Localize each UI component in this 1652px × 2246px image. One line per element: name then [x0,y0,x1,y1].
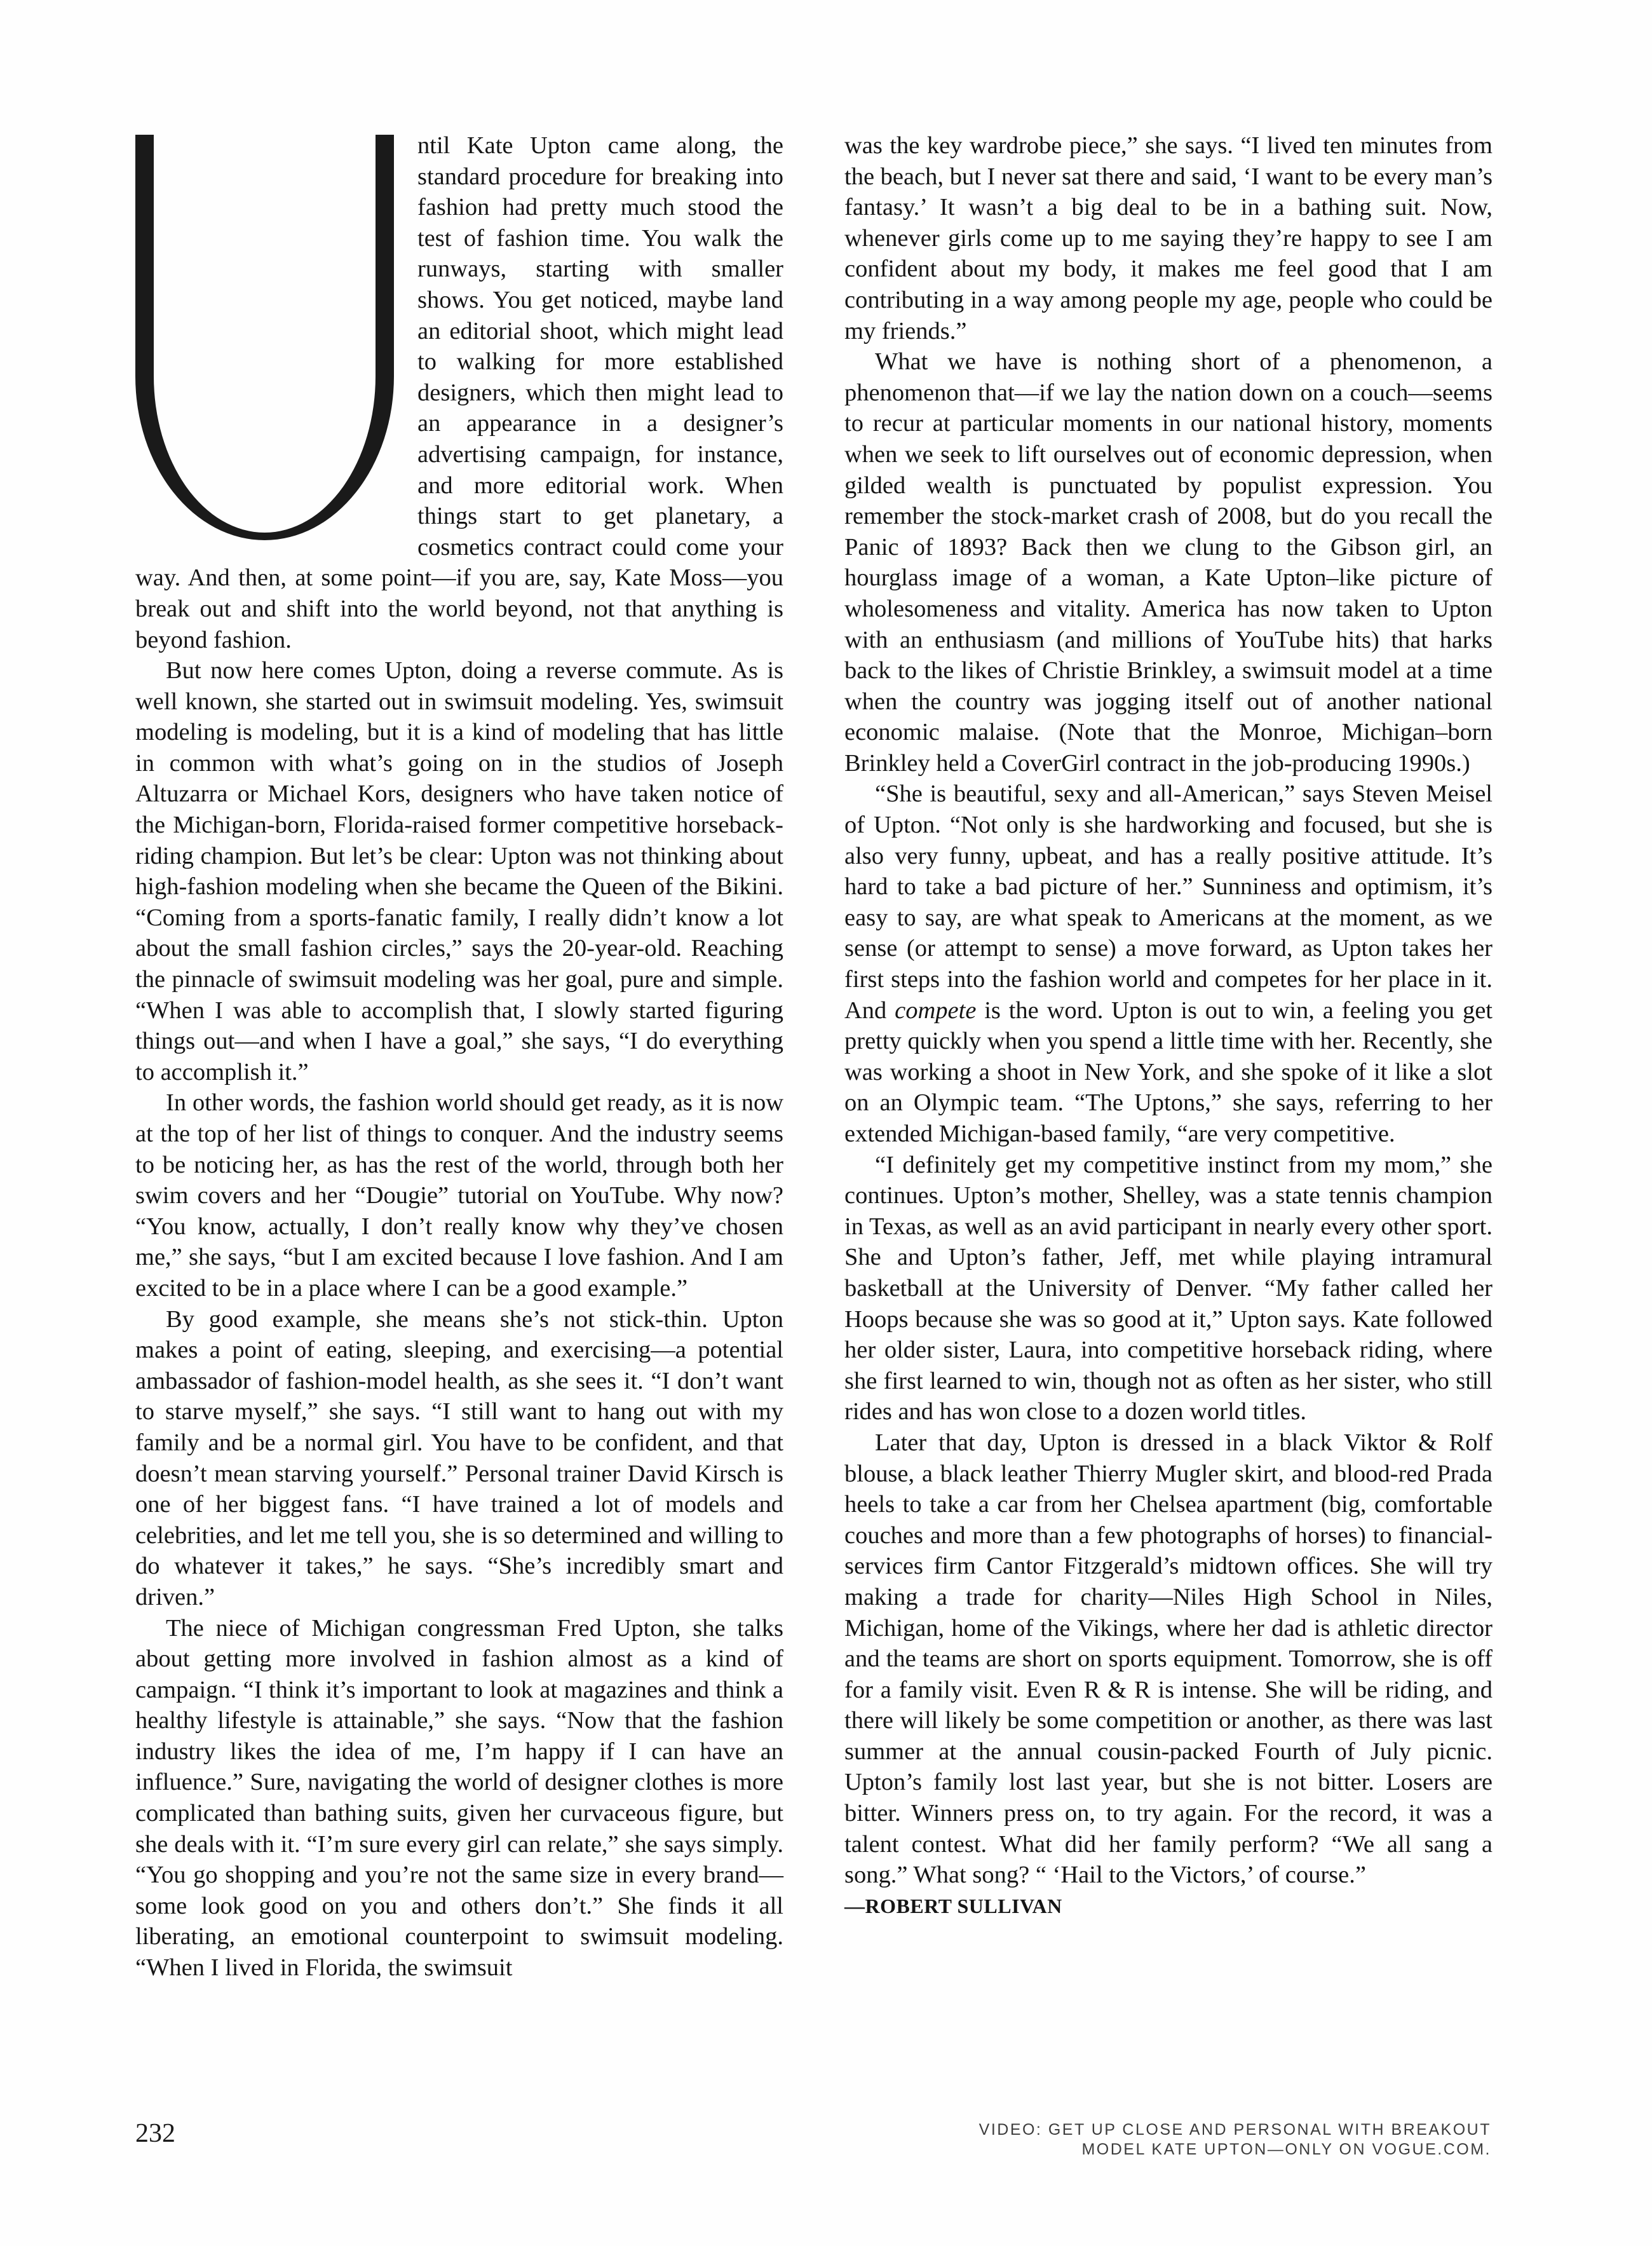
page-number: 232 [135,2119,175,2148]
paragraph [844,779,1493,1149]
left-column [135,130,783,1984]
opening-paragraph [135,130,783,655]
paragraph: “I definitely get my competitive instinct from my mom,” she continues. Upton’s mother, Shelley, was a state tennis champion in Texas, as well as an avid participant in nearly every other sport. She and Upton’s father, Jeff, met while playing intramural basketball at the University of Denver. “My father called her Hoops because she was so good at it,” Upton says. Kate followed her older sister, Laura, into competitive horseback riding, where she first learned to win, though not as often as her sister, who still rides and has won close to a dozen world titles. [844,1151,1493,1426]
footer-promo-line2: MODEL KATE UPTON—ONLY ON VOGUE.COM. [1081,2141,1491,2158]
paragraph: But now here comes Upton, doing a reverse commute. As is well known, she started out in swimsuit modeling. Yes, swimsuit modeling is modeling, but it is a kind of modeling that has little in common with what’s going on in the studios of Joseph Altuzarra or Michael Kors, designers who have taken notice of the Michigan-born, Florida-raised former competitive horseback-riding champion. But let’s be clear: Upton was not thinking about high-fashion modeling when she became the Queen of the Bikini. “Coming from a sports-fanatic family, I really didn’t know a lot about the small fashion circles,” says the 20-year-old. Reaching the pinnacle of swimsuit modeling was her goal, pure and simple. “When I was able to accomplish that, I slowly started figuring things out—and when I have a goal,” she says, “I do everything to accomplish it.” [135,657,783,1086]
byline: —ROBERT SULLIVAN [844,1894,1062,1917]
footer-promo-line1: VIDEO: GET UP CLOSE AND PERSONAL WITH BREAKOUT [978,2121,1491,2139]
paragraph-text: is the word. Upton is out to win, a feeling you get pretty quickly when you spend a little time with her. Recently, she was working a shoot in New York, and she spoke of it like a slot on an Olympic team. “The Uptons,” she says, referring to her extended Michigan-based family, “are very competitive. [844,997,1493,1147]
letter-u-glyph [135,134,394,541]
paragraph-text: “She is beautiful, sexy and all-American,” says Steven Meisel of Upton. “Not only is she hardworking and focused, but she is also very funny, upbeat, and has a really positive attitude. It’s hard to take a bad picture of her.” Sunniness and optimism, it’s easy to say, are what speak to Americans at the moment, as we sense (or attempt to sense) a move forward, as Upton takes her first steps into the fashion world and competes for her place in it. And [844,780,1493,1024]
italic-word: compete [895,997,977,1024]
paragraph: Later that day, Upton is dressed in a black Viktor & Rolf blouse, a black leather Thierry Mugler skirt, and blood-red Prada heels to take a car from her Chelsea apartment (big, comfortable couches and more than a few photographs of horses) to financial-services firm Cantor Fitzgerald’s midtown offices. She will try making a trade for charity—Niles High School in Niles, Michigan, home of the Vikings, where her dad is athletic director and the teams are short on sports equipment. Tomorrow, she is off for a family visit. Even R & R is intense. She will be riding, and there will likely be some competition or another, as there was last summer at the annual cousin-packed Fourth of July picnic. Upton’s family lost last year, but she is not bitter. Losers are bitter. Winners press on, to try again. For the record, it was a talent contest. What did her family perform? “We all sang a song.” What song? “ ‘Hail to the Victors,’ of course.” [844,1429,1493,1889]
paragraph: The niece of Michigan congressman Fred Upton, she talks about getting more involved in fashion almost as a kind of campaign. “I think it’s important to look at magazines and think a healthy lifestyle is attainable,” she says. “Now that the fashion industry likes the idea of me, I’m happy if I can have an influence.” Sure, navigating the world of designer clothes is more complicated than bathing suits, given her curvaceous figure, but she deals with it. “I’m sure every girl can relate,” she says simply. “You go shopping and you’re not the same size in every brand—some look good on you and others don’t.” She finds it all liberating, an emotional counterpoint to swimsuit modeling. “When I lived in Florida, the swimsuit [135,1614,783,1982]
paragraph: In other words, the fashion world should get ready, as it is now at the top of her list of things to conquer. And the industry seems to be noticing her, as has the rest of the world, through both her swim covers and her “Dougie” tutorial on YouTube. Why now? “You know, actually, I don’t really know why they’ve chosen me,” she says, “but I am excited because I love fashion. And I am excited to be in a place where I can be a good example.” [135,1089,783,1302]
right-column [844,130,1493,1984]
page-footer [135,2120,1491,2160]
footer-promo [979,2120,1491,2160]
drop-cap-u [135,130,417,551]
paragraph: What we have is nothing short of a phenomenon, a phenomenon that—if we lay the nation down on a couch—seems to recur at particular moments in our national history, moments when we seek to lift ourselves out of economic depression, when gilded wealth is punctuated by populist expression. You remember the stock-market crash of 2008, but do you recall the Panic of 1893? Back then we clung to the Gibson girl, an hourglass image of a woman, a Kate Upton–like picture of wholesomeness and vitality. America has now taken to Upton with an enthusiasm (and millions of YouTube hits) that harks back to the likes of Christie Brinkley, a swimsuit model at a time when the country was jogging itself out of another national economic malaise. (Note that the Monroe, Michigan–born Brinkley held a CoverGirl contract in the job-producing 1990s.) [844,348,1493,777]
paragraph: By good example, she means she’s not stick-thin. Upton makes a point of eating, sleeping, and exercising—a potential ambassador of fashion-model health, as she sees it. “I don’t want to starve myself,” she says. “I still want to hang out with my family and be a normal girl. You have to be confident, and that doesn’t mean starving yourself.” Personal trainer David Kirsch is one of her biggest fans. “I have trained a lot of models and celebrities, and let me tell you, she is so determined and willing to do whatever it takes,” he says. “She’s incredibly smart and driven.” [135,1305,784,1610]
article-body [135,130,1493,1984]
paragraph-text: ntil Kate Upton came along, the standard procedure for breaking into fashion had pretty much stood the test of fashion time. You walk the runways, starting with smaller shows. You get noticed, maybe land an editorial shoot, which might lead to walking for more established designers, which then might lead to an appearance in a designer’s advertising campaign, for instance, and more editorial work. When things start to get planetary, a cosmetics contract could come your way. And then, at some point—if you are, say, Kate Moss—you break out and shift into the world beyond, not that anything is beyond fashion. [135,132,783,653]
continuation-paragraph: was the key wardrobe piece,” she says. “I lived ten minutes from the beach, but I never sat there and said, ‘I want to be every man’s fantasy.’ It wasn’t a big deal to be in a bathing suit. Now, whenever girls come up to me saying they’re happy to see I am confident about my body, it makes me feel good that I am contributing in a way among people my age, people who could be my friends.” [844,132,1493,344]
